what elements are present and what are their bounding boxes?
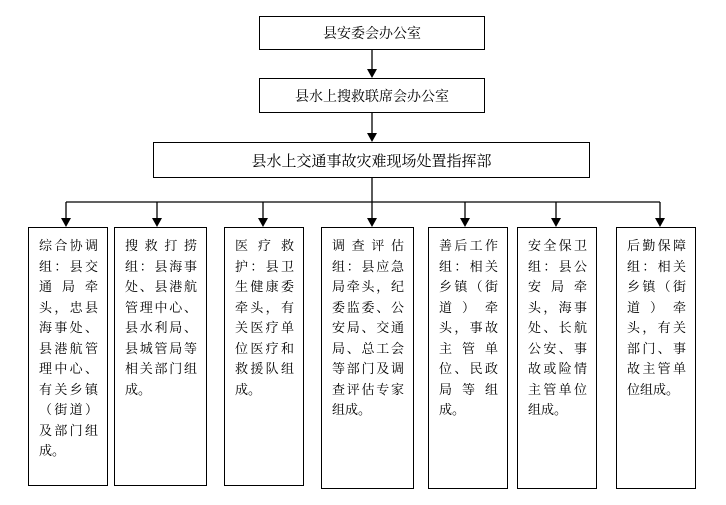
group-aftermath-text: 善后工作组：相关乡镇（街道）牵头，事故主管单位、民政局等组成。 [439, 239, 498, 418]
group-comprehensive-text: 综合协调组：县交通局牵头，忠县海事处、县港航管理中心、有关乡镇（街道）及部门组成。 [39, 239, 98, 459]
arrow-l3 [367, 133, 377, 142]
group-logistics-text: 后勤保障组：相关乡镇（街道）牵头，有关部门、事故主管单位组成。 [627, 239, 686, 398]
group-security-box [517, 227, 597, 489]
group-investigation-text: 调查评估组：县应急局牵头，纪委监委、公安局、交通局、总工会等部门及调查评估专家组成。 [332, 239, 404, 418]
arrow-group-5 [460, 218, 470, 227]
group-rescue-text: 搜救打捞组：县海事处、县港航管理中心、县水利局、县城管局等相关部门组成。 [125, 239, 197, 398]
group-aftermath-box [428, 227, 508, 489]
group-rescue-box [114, 227, 207, 486]
group-security-text: 安全保卫组：县公安局牵头，海事处、长航公安、事故或险情主管单位组成。 [528, 239, 587, 418]
onsite-command-box [153, 142, 590, 178]
arrow-group-1 [61, 218, 71, 227]
group-logistics-box [616, 227, 696, 489]
arrow-group-6 [551, 218, 561, 227]
arrow-group-7 [655, 218, 665, 227]
safety-committee-office-box [259, 16, 485, 50]
arrow-group-4 [367, 218, 377, 227]
group-medical-box [224, 227, 304, 486]
arrow-l2 [367, 69, 377, 78]
arrow-group-3 [258, 218, 268, 227]
group-comprehensive-box [28, 227, 108, 486]
onsite-command-label: 县水上交通事故灾难现场处置指挥部 [251, 151, 492, 170]
rescue-joint-office-box [259, 78, 485, 113]
group-medical-text: 医疗救护：县卫生健康委牵头，有关医疗单位医疗和救援队组成。 [235, 239, 294, 398]
group-investigation-box [321, 227, 414, 489]
arrow-group-2 [152, 218, 162, 227]
safety-committee-office-label: 县安委会办公室 [323, 26, 421, 42]
rescue-joint-office-label: 县水上搜救联席会办公室 [295, 88, 449, 105]
